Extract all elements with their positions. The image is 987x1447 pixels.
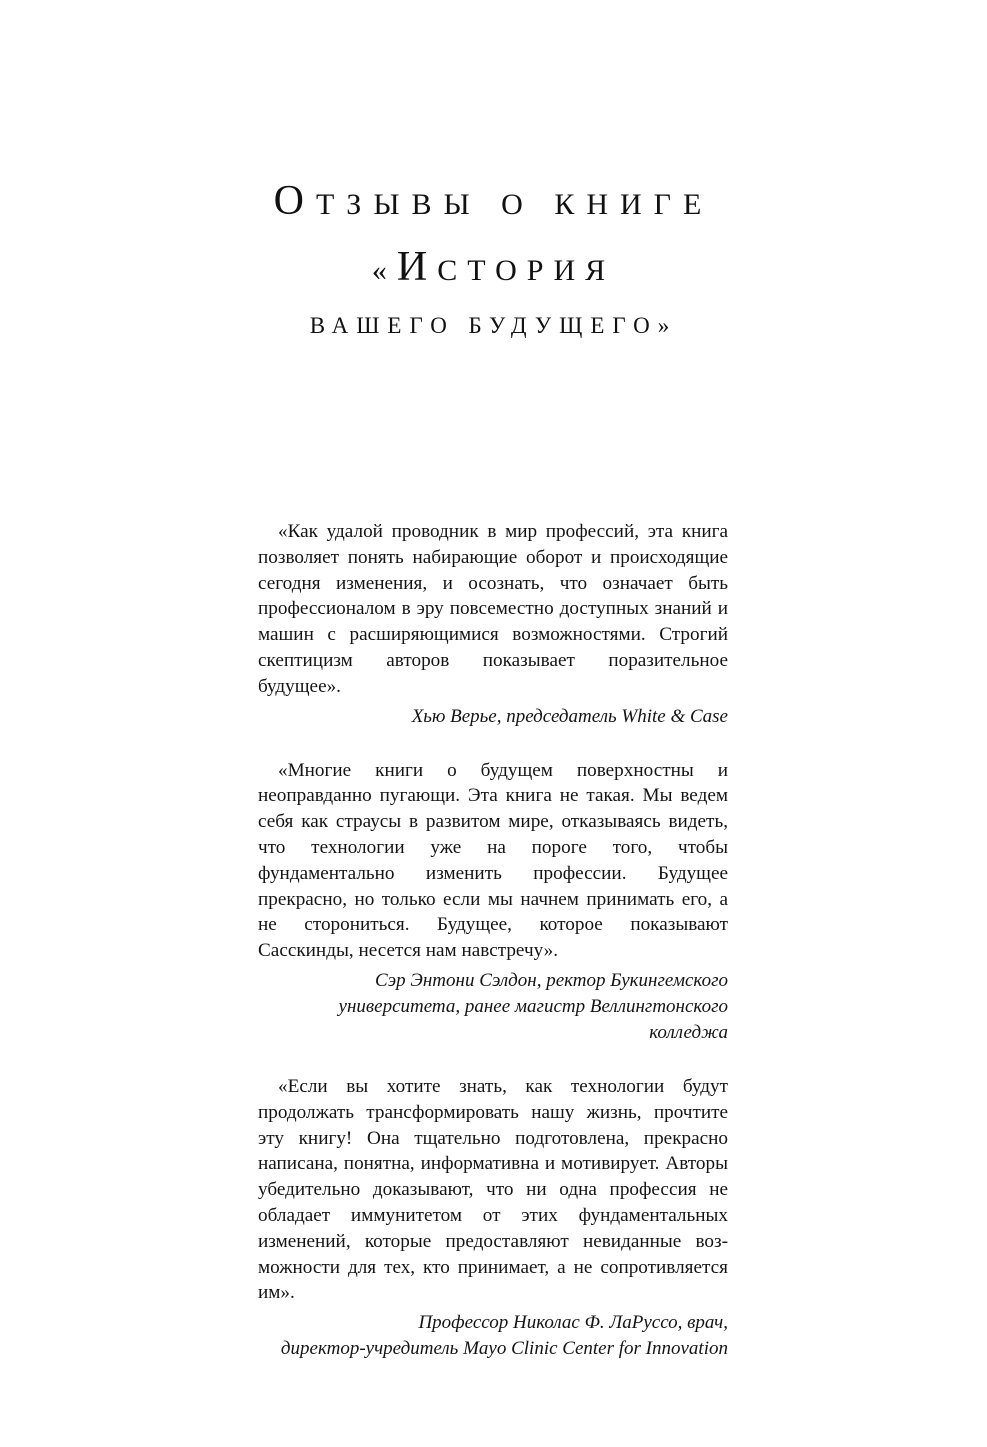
title-line-1-initial: О bbox=[273, 178, 316, 224]
review-1-quote: «Как удалой проводник в мир профессий, эта книга позволяет понять набирающие оборот и происходящие сегодня изменения, и осознать, что означает быть профессионалом в эру повсеместно доступных знаний и машин с расширяющимися возможностями. Строгий скептицизм авторов показывает поразительное будущее». bbox=[258, 521, 728, 697]
review-1-author-line: Хью Верье, председатель White & Case bbox=[411, 705, 728, 727]
review-2-author-line: Сэр Энтони Сэлдон, ректор Букингемского bbox=[375, 969, 728, 991]
title-line-1 bbox=[0, 180, 987, 222]
title-line-2-initial: И bbox=[396, 244, 438, 290]
review-2 bbox=[258, 758, 728, 1046]
review-2-author-line: университета, ранее магистр Веллингтонского bbox=[338, 995, 728, 1017]
review-1-author bbox=[258, 704, 728, 730]
review-3-quote: «Если вы хотите знать, как технологии будут продолжать трансформировать нашу жизнь, прочтите эту книгу! Она тщательно подготовлена, прекрасно написана, понятна, информативна и мотивирует. Авторы убедительно доказывают, что ни одна профессия не обладает иммунитетом от этих фундаментальных изменений, которые предоставляют невиданные возможности для тех, кто принимает, а не сопротивляется им». bbox=[258, 1075, 728, 1304]
review-2-author bbox=[258, 968, 728, 1046]
reviews-list bbox=[258, 519, 728, 1390]
title-line-2-text: СТОРИЯ bbox=[437, 254, 616, 287]
review-2-quote: «Многие книги о будущем поверхностны и неоправданно пугающи. Эта книга не такая. Мы ведем себя как страусы в развитом мире, отказываясь видеть, что технологии уже на пороге того, чтобы фундаментально изменить профессии. Будущее прекрасно, но только если мы начнем принимать его, а не сторониться. Будущее, которое показывают Сасскинды, несется нам навстречу». bbox=[258, 759, 728, 962]
review-1 bbox=[258, 519, 728, 730]
review-3 bbox=[258, 1074, 728, 1362]
title-line-2 bbox=[0, 246, 987, 288]
review-3-author-line: директор-учредитель Mayo Clinic Center for Innovation bbox=[280, 1338, 728, 1360]
review-2-author-line: колледжа bbox=[649, 1021, 728, 1043]
title-line-2-quote-mark: « bbox=[371, 254, 397, 287]
title-line-3: ВАШЕГО БУДУЩЕГО» bbox=[309, 313, 678, 338]
page-title bbox=[0, 180, 987, 337]
review-3-author bbox=[258, 1310, 728, 1362]
title-line-1-text: ТЗЫВЫ О КНИГЕ bbox=[315, 188, 714, 221]
review-3-author-line: Профессор Николас Ф. ЛаРуссо, врач, bbox=[418, 1312, 728, 1334]
